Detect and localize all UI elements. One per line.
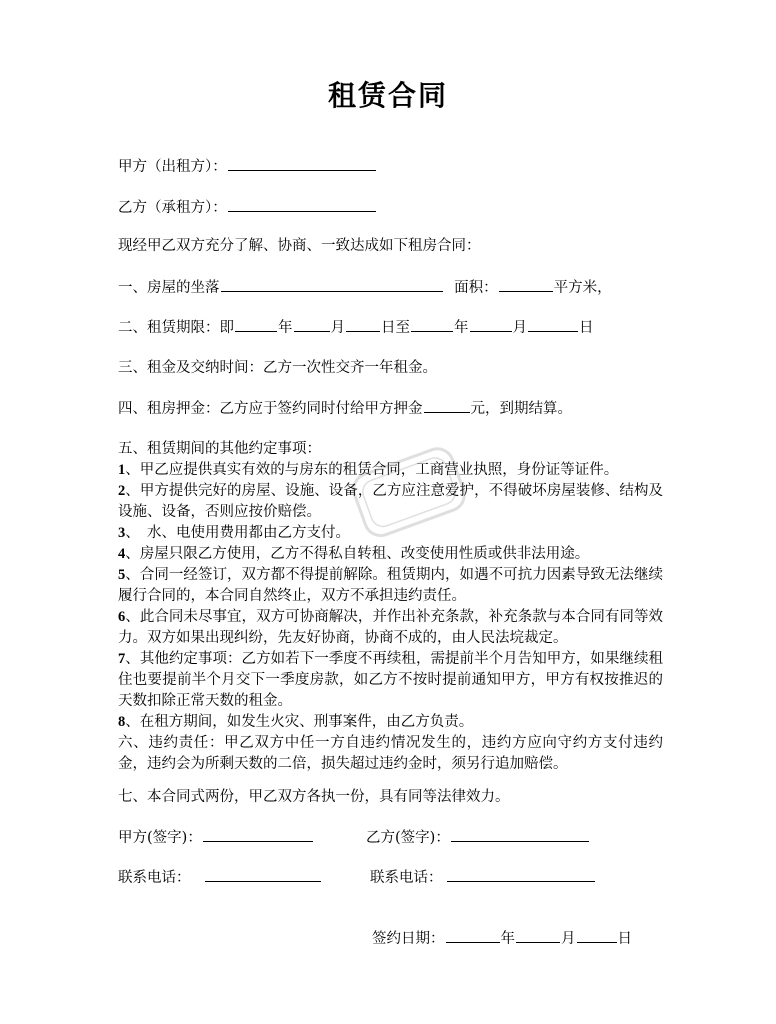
area-unit: 平方米， — [553, 280, 612, 296]
item4-label: 四、租房押金：乙方应于签约同时付给甲方押金 — [118, 401, 423, 417]
party-a-line — [118, 156, 377, 177]
clause: 4、房屋只限乙方使用，乙方不得私自转租、改变使用性质或供非法用途。 — [118, 546, 590, 562]
clause: 2、甲方提供完好的房屋、设施、设备，乙方应注意爱护，不得破坏房屋装修、结构及设施、设备，否则应按价赔偿。 — [118, 483, 663, 520]
item4-line — [118, 398, 572, 419]
party-b-label: 乙方（承租方）： — [118, 200, 227, 216]
party-b-blank[interactable] — [228, 197, 376, 212]
phone-a-label: 联系电话： — [118, 870, 191, 886]
start-day-blank[interactable] — [346, 317, 380, 332]
party-a-label: 甲方（出租方）： — [118, 159, 227, 175]
clause: 7、其他约定事项：乙方如若下一季度不再续租，需提前半个月告知甲方，如果继续租住也要提前半个月交下一季度房款，如乙方不按时提前通知甲方，甲方有权按推迟的天数扣除正常天数的租金。 — [118, 651, 663, 709]
end-month-blank[interactable] — [470, 317, 512, 332]
party-b-line — [118, 197, 377, 218]
item3-text: 三、租金及交纳时间：乙方一次性交齐一年租金。 — [118, 360, 437, 376]
sign-b-label: 乙方(签字)： — [366, 830, 450, 846]
address-blank[interactable] — [221, 277, 443, 292]
phone-b-label: 联系电话： — [370, 870, 443, 886]
deposit-blank[interactable] — [424, 398, 470, 413]
item7-text: 七、本合同式两份，甲乙双方各执一份，具有同等法律效力。 — [118, 789, 510, 805]
sign-a-blank[interactable] — [203, 827, 313, 842]
item1-label: 一、房屋的坐落 — [118, 280, 220, 296]
date-line — [372, 928, 632, 949]
item5-heading: 五、租赁期间的其他约定事项： — [118, 441, 321, 457]
item1-line — [118, 277, 612, 298]
area-blank[interactable] — [499, 277, 553, 292]
day-to-text: 日至 — [381, 320, 410, 336]
clause: 1、甲乙应提供真实有效的与房东的租赁合同，工商营业执照，身份证等证件。 — [118, 462, 619, 478]
area-label: 面积： — [454, 280, 498, 296]
sign-a-label: 甲方(签字)： — [118, 830, 202, 846]
phone-b-line — [370, 867, 596, 888]
month-text: 月 — [561, 931, 576, 947]
document-title: 租赁合同 — [327, 79, 448, 112]
start-year-blank[interactable] — [235, 317, 277, 332]
day-text: 日 — [579, 320, 594, 336]
sign-b-line — [366, 827, 590, 848]
date-day-blank[interactable] — [577, 928, 617, 943]
month-text: 月 — [330, 320, 345, 336]
day-text: 日 — [617, 931, 632, 947]
clause: 六、违约责任：甲乙双方中任一方自违约情况发生的，违约方应向守约方支付违约金，违约会为所剩天数的二倍，损失超过违约金时，须另行追加赔偿。 — [118, 735, 663, 772]
month-text: 月 — [512, 320, 527, 336]
intro-text: 现经甲乙双方充分了解、协商、一致达成如下租房合同： — [118, 238, 481, 254]
item2-line — [118, 317, 594, 338]
year-text: 年 — [500, 931, 515, 947]
party-a-blank[interactable] — [228, 156, 376, 171]
date-month-blank[interactable] — [516, 928, 560, 943]
year-text: 年 — [278, 320, 293, 336]
sign-b-blank[interactable] — [451, 827, 589, 842]
phone-b-blank[interactable] — [447, 867, 595, 882]
item4-suffix: 元，到期结算。 — [470, 401, 572, 417]
start-month-blank[interactable] — [294, 317, 330, 332]
end-day-blank[interactable] — [528, 317, 578, 332]
date-year-blank[interactable] — [446, 928, 500, 943]
item2-label: 二、租赁期限：即 — [118, 320, 234, 336]
phone-a-blank[interactable] — [205, 867, 321, 882]
clause: 8、在租方期间，如发生火灾、刑事案件，由乙方负责。 — [118, 714, 474, 730]
phone-a-line — [118, 867, 322, 888]
clause: 6、此合同未尽事宜，双方可协商解决，并作出补充条款，补充条款与本合同有同等效力。双方如果出现纠纷，先友好协商，协商不成的，由人民法垸裁定。 — [118, 609, 663, 646]
end-year-blank[interactable] — [411, 317, 453, 332]
date-label: 签约日期： — [372, 931, 445, 947]
year-text: 年 — [454, 320, 469, 336]
sign-a-line — [118, 827, 314, 848]
clause: 5、合同一经签订，双方都不得提前解除。租赁期内，如遇不可抗力因素导致无法继续履行合同的，本合同自然终止，双方不承担违约责任。 — [118, 567, 663, 604]
clause: 3、 水、电使用费用都由乙方支付。 — [118, 525, 350, 541]
